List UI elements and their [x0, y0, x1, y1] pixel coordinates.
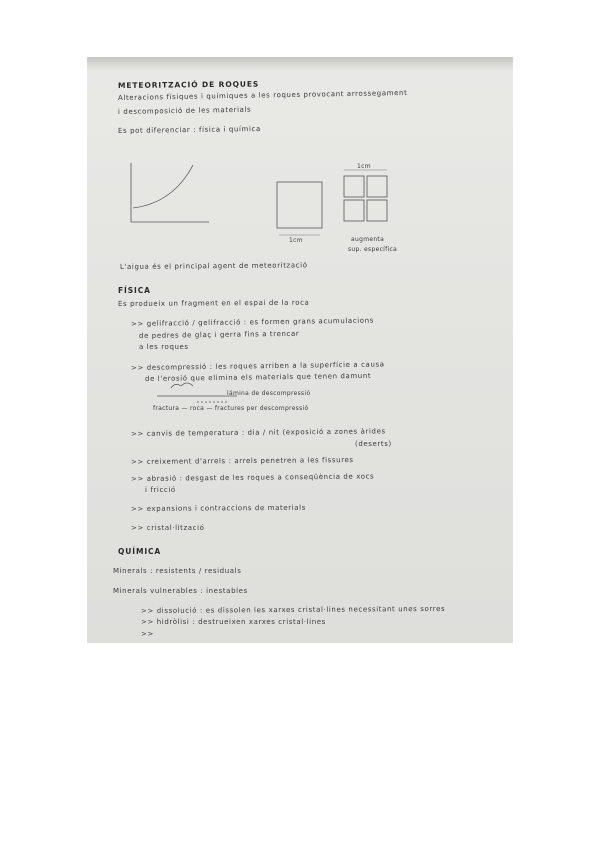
- text-line: L'aigua és el principal agent de meteorització: [119, 261, 308, 271]
- block-side-label: 1cm: [289, 237, 303, 244]
- list-item: >> dissolució : es dissolen les xarxes cristal·lines necessitant unes sorres: [140, 604, 446, 615]
- diagram-caption: augmenta: [351, 236, 385, 243]
- list-item: i fricció: [145, 486, 176, 494]
- split-side-label: 1cm: [357, 163, 371, 170]
- list-item: >> canvis de temperatura : dia / nit (exposició a zones àrides: [130, 427, 386, 438]
- page-title: METEORITZACIÓ DE ROQUES: [117, 79, 260, 90]
- text-line: Es produeix un fragment en el espai de la roca: [117, 298, 310, 308]
- list-item: (deserts): [355, 440, 392, 448]
- list-item: >> expansions i contraccions de materials: [130, 503, 306, 513]
- text-line: Es pot diferenciar : física i química: [117, 125, 261, 135]
- decompression-sketch: [157, 383, 237, 402]
- block-single: [277, 182, 322, 228]
- diagram-caption: sup. específica: [348, 246, 398, 253]
- graph-curve: [133, 165, 193, 208]
- curve-graph: [131, 163, 209, 222]
- list-item: >> descompressió : les roques arriben a la superfície a causa: [130, 360, 385, 372]
- sketch-label: fractura — roca — fractures per descompressió: [153, 405, 309, 412]
- section-heading-fisica: FÍSICA: [118, 286, 151, 295]
- list-item: de l'erosió que elimina els materials que tenen damunt: [144, 371, 372, 383]
- list-item: >>: [141, 630, 154, 638]
- section-heading-quimica: QUÍMICA: [118, 547, 162, 556]
- list-item: >> hidròlisi : destrueixen xarxes cristal·lines: [141, 618, 326, 626]
- text-line: Minerals : resistents / residuals: [113, 567, 242, 575]
- text-line: i descomposició de les materials: [117, 105, 252, 116]
- sketch-label: lámina de descompressió: [227, 390, 311, 397]
- list-item: >> gelifracció / gelifracció : es formen grans acumulacions: [130, 316, 375, 328]
- list-item: de pedres de glaç i gerra fins a trencar: [138, 329, 300, 340]
- list-item: >> creixement d'arrels : arrels penetren a les fissures: [130, 456, 354, 466]
- list-item: >> abrasió : desgast de les roques a conseqüència de xocs: [130, 472, 375, 483]
- list-item: a les roques: [139, 343, 189, 351]
- notebook-photo: [87, 57, 513, 643]
- list-item: >> cristal·lització: [131, 524, 205, 532]
- text-line: Alteracions físiques i químiques a les roques provocant arrossegament: [117, 88, 408, 102]
- block-split: [344, 176, 387, 221]
- text-line: Minerals vulnerables : inestables: [113, 587, 248, 595]
